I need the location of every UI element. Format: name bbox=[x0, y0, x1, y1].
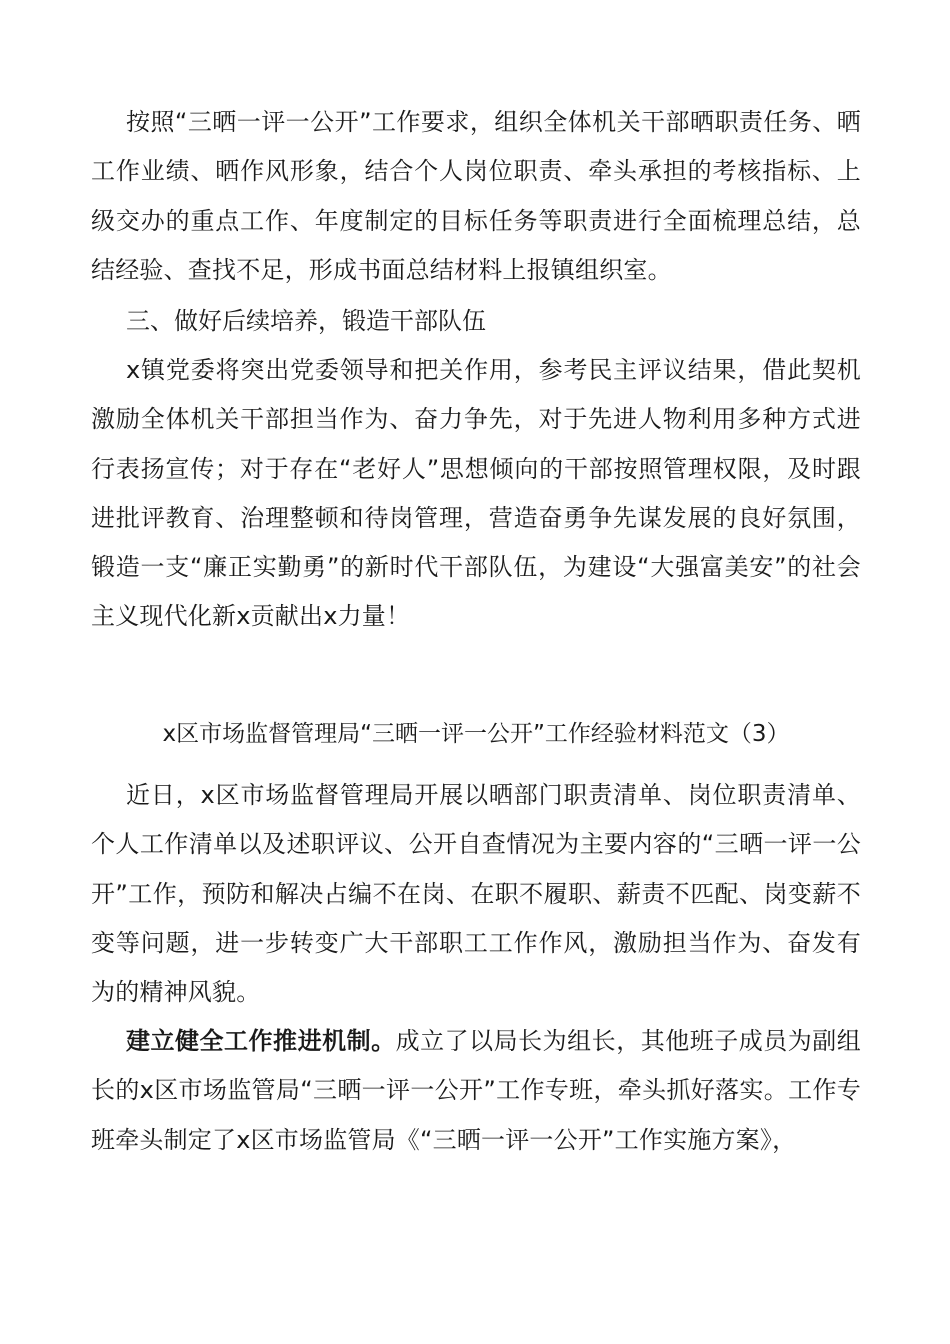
paragraph-1: 按照“三晒一评一公开”工作要求，组织全体机关干部晒职责任务、晒工作业绩、晒作风形象，结合个人岗位职责、牵头承担的考核指标、上级交办的重点工作、年度制定的目标任务等职责进行全面梳理总结，总结经验、查找不足，形成书面总结材料上报镇组织室。 bbox=[91, 108, 861, 284]
paragraph-4 bbox=[91, 1017, 861, 1165]
section-title: x区市场监督管理局“三晒一评一公开”工作经验材料范文（3） bbox=[162, 721, 790, 747]
paragraph-4-body: 成立了以局长为组长，其他班子成员为副组长的x区市场监管局“三晒一评一公开”工作专班，牵头抓好落实。工作专班牵头制定了x区市场监管局《“三晒一评一公开”工作实施方案》， bbox=[91, 1027, 861, 1154]
paragraph-2: x镇党委将突出党委领导和把关作用，参考民主评议结果，借此契机激励全体机关干部担当作为、奋力争先，对于先进人物利用多种方式进行表扬宣传；对于存在“老好人”思想倾向的干部按照管理权限，及时跟进批评教育、治理整顿和待岗管理，营造奋勇争先谋发展的良好氛围，锻造一支“廉正实勤勇”的新时代干部队伍，为建设“大强富美安”的社会主义现代化新x贡献出x力量！ bbox=[91, 356, 861, 631]
paragraph-4-lead: 建立健全工作推进机制。 bbox=[126, 1027, 396, 1055]
paragraph-3: 近日，x区市场监督管理局开展以晒部门职责清单、岗位职责清单、个人工作清单以及述职评议、公开自查情况为主要内容的“三晒一评一公开”工作，预防和解决占编不在岗、在职不履职、薪责不匹配、岗变薪不变等问题，进一步转变广大干部职工工作作风，激励担当作为、奋发有为的精神风貌。 bbox=[91, 781, 861, 1007]
section-heading-3: 三、做好后续培养，锻造干部队伍 bbox=[126, 307, 486, 335]
